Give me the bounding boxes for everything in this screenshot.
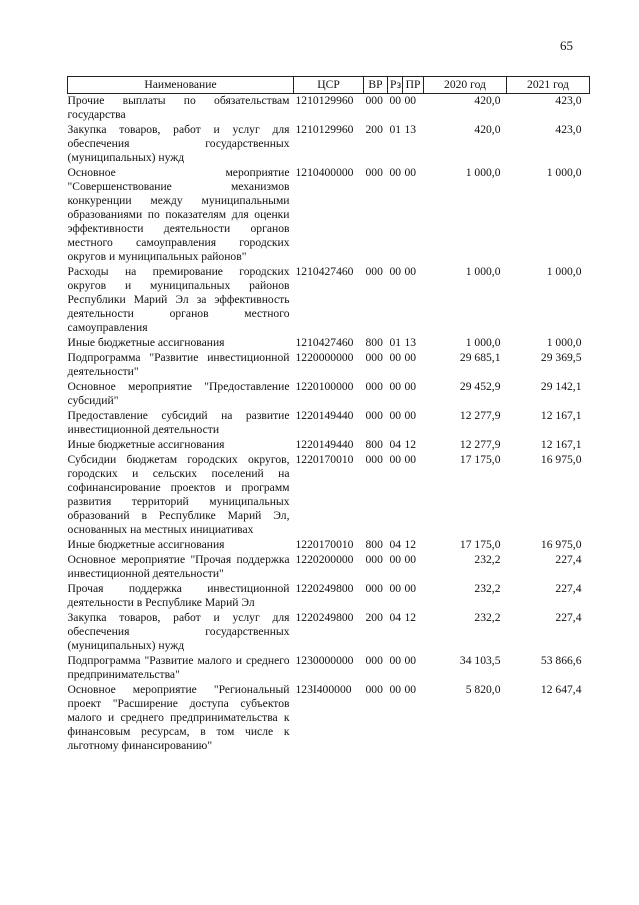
row-amount-2021: 227,4	[555, 553, 582, 566]
row-amount-2021: 12 167,1	[540, 438, 582, 451]
row-rz: 00	[389, 409, 402, 422]
header-2020: 2020 год	[424, 77, 507, 94]
row-vr: 000	[365, 654, 383, 667]
row-csr: 1220170010	[295, 538, 354, 551]
row-amount-2020: 1 000,0	[465, 265, 501, 278]
row-csr: 1210427460	[295, 336, 354, 349]
row-amount-2020: 420,0	[474, 123, 501, 136]
row-pr: 13	[404, 123, 417, 136]
header-csr: ЦСР	[294, 77, 364, 94]
row-pr: 00	[404, 683, 417, 696]
table-row	[68, 409, 590, 438]
table-row	[68, 166, 590, 265]
row-name: Подпрограмма "Развитие инвестиционной деятельности"	[67, 351, 290, 378]
row-amount-2021: 227,4	[555, 611, 582, 624]
row-name: Иные бюджетные ассигнования	[67, 336, 225, 349]
row-rz: 00	[389, 265, 402, 278]
table-row	[68, 611, 590, 654]
row-vr: 000	[365, 265, 383, 278]
row-csr: 1220149440	[295, 409, 354, 422]
row-rz: 00	[389, 453, 402, 466]
row-amount-2020: 29 452,9	[459, 380, 501, 393]
row-csr: 1220170010	[295, 453, 354, 466]
row-amount-2020: 12 277,9	[459, 438, 501, 451]
row-vr: 000	[365, 582, 383, 595]
row-amount-2021: 16 975,0	[540, 538, 582, 551]
row-rz: 00	[389, 94, 402, 107]
row-csr: 123I400000	[295, 683, 352, 696]
row-amount-2021: 29 369,5	[540, 351, 582, 364]
row-csr: 1220249800	[295, 582, 354, 595]
row-pr: 00	[404, 654, 417, 667]
table-row	[68, 351, 590, 380]
row-pr: 00	[404, 265, 417, 278]
row-amount-2020: 1 000,0	[465, 336, 501, 349]
row-vr: 200	[365, 611, 383, 624]
row-pr: 00	[404, 409, 417, 422]
row-name: Иные бюджетные ассигнования	[67, 438, 225, 451]
row-amount-2021: 53 866,6	[540, 654, 582, 667]
row-amount-2020: 232,2	[474, 582, 501, 595]
row-pr: 00	[404, 351, 417, 364]
row-vr: 000	[365, 553, 383, 566]
row-rz: 04	[389, 611, 402, 624]
row-name: Закупка товаров, работ и услуг для обеспечения государственных (муниципальных) нужд	[67, 123, 290, 164]
row-csr: 1230000000	[295, 654, 354, 667]
header-rz: Рз	[388, 77, 403, 94]
row-pr: 13	[404, 336, 417, 349]
row-vr: 800	[365, 538, 383, 551]
row-name: Основное мероприятие "Региональный проект "Расширение доступа субъектов малого и среднего предпринимательства к финансовым ресурсам, в том числе к льготному финансированию"	[67, 683, 290, 752]
row-pr: 12	[404, 438, 417, 451]
table-row	[68, 582, 590, 611]
row-amount-2021: 423,0	[555, 94, 582, 107]
row-amount-2020: 5 820,0	[465, 683, 501, 696]
table-header-row	[68, 77, 590, 94]
row-rz: 00	[389, 166, 402, 179]
row-amount-2020: 34 103,5	[459, 654, 501, 667]
row-name: Предоставление субсидий на развитие инвестиционной деятельности	[67, 409, 290, 436]
row-rz: 00	[389, 654, 402, 667]
table-row	[68, 438, 590, 453]
row-amount-2020: 29 685,1	[459, 351, 501, 364]
row-amount-2021: 1 000,0	[546, 166, 582, 179]
row-vr: 000	[365, 453, 383, 466]
row-pr: 00	[404, 94, 417, 107]
row-pr: 12	[404, 611, 417, 624]
table-row	[68, 683, 590, 754]
row-amount-2020: 232,2	[474, 553, 501, 566]
row-pr: 00	[404, 166, 417, 179]
row-rz: 00	[389, 582, 402, 595]
table-row	[68, 654, 590, 683]
row-amount-2020: 17 175,0	[459, 453, 501, 466]
row-amount-2020: 17 175,0	[459, 538, 501, 551]
row-rz: 01	[389, 336, 402, 349]
row-csr: 1210427460	[295, 265, 354, 278]
row-amount-2021: 423,0	[555, 123, 582, 136]
row-csr: 1220200000	[295, 553, 354, 566]
row-rz: 00	[389, 683, 402, 696]
row-amount-2021: 29 142,1	[540, 380, 582, 393]
row-name: Субсидии бюджетам городских округов, городских и сельских поселений на софинансирование проектов и программ развития территорий муниципальных образований в Республике Марий Эл, основанных на местных инициативах	[67, 453, 290, 536]
row-csr: 1210129960	[295, 123, 354, 136]
row-vr: 000	[365, 166, 383, 179]
page-number: 65	[560, 38, 573, 53]
header-2021: 2021 год	[507, 77, 590, 94]
row-vr: 000	[365, 380, 383, 393]
budget-table	[67, 76, 590, 754]
row-amount-2021: 227,4	[555, 582, 582, 595]
row-vr: 000	[365, 94, 383, 107]
row-pr: 00	[404, 380, 417, 393]
table-row	[68, 123, 590, 166]
row-vr: 000	[365, 683, 383, 696]
row-rz: 00	[389, 553, 402, 566]
row-csr: 1220149440	[295, 438, 354, 451]
row-name: Закупка товаров, работ и услуг для обеспечения государственных (муниципальных) нужд	[67, 611, 290, 652]
table-row	[68, 538, 590, 553]
row-vr: 800	[365, 336, 383, 349]
header-vr: ВР	[364, 77, 388, 94]
row-amount-2020: 232,2	[474, 611, 501, 624]
table-row	[68, 94, 590, 124]
row-vr: 000	[365, 351, 383, 364]
row-csr: 1220249800	[295, 611, 354, 624]
row-rz: 04	[389, 438, 402, 451]
row-pr: 00	[404, 553, 417, 566]
row-vr: 800	[365, 438, 383, 451]
row-amount-2020: 420,0	[474, 94, 501, 107]
table-row	[68, 453, 590, 538]
row-name: Иные бюджетные ассигнования	[67, 538, 225, 551]
row-amount-2021: 12 167,1	[540, 409, 582, 422]
row-amount-2020: 1 000,0	[465, 166, 501, 179]
table-row	[68, 380, 590, 409]
header-name: Наименование	[68, 77, 294, 94]
row-name: Подпрограмма "Развитие малого и среднего предпринимательства"	[67, 654, 290, 681]
row-vr: 000	[365, 409, 383, 422]
row-name: Расходы на премирование городских округов и муниципальных районов Республики Марий Эл за эффективность деятельности органов местного самоуправления	[67, 265, 290, 334]
row-pr: 00	[404, 582, 417, 595]
header-pr: ПР	[403, 77, 424, 94]
row-name: Основное мероприятие "Совершенствование механизмов конкуренции между муниципальными образованиями по показателям для оценки эффективности деятельности органов местного самоуправления городских округов и муниципальных районов"	[67, 166, 290, 263]
row-name: Прочая поддержка инвестиционной деятельности в Республике Марий Эл	[67, 582, 290, 609]
row-csr: 1210129960	[295, 94, 354, 107]
row-vr: 200	[365, 123, 383, 136]
row-csr: 1210400000	[295, 166, 354, 179]
row-rz: 01	[389, 123, 402, 136]
row-name: Основное мероприятие "Предоставление субсидий"	[67, 380, 290, 407]
row-amount-2021: 1 000,0	[546, 336, 582, 349]
row-amount-2021: 16 975,0	[540, 453, 582, 466]
row-name: Прочие выплаты по обязательствам государства	[67, 94, 290, 121]
row-rz: 00	[389, 351, 402, 364]
table-row	[68, 336, 590, 351]
row-amount-2020: 12 277,9	[459, 409, 501, 422]
row-pr: 00	[404, 453, 417, 466]
row-rz: 04	[389, 538, 402, 551]
table-row	[68, 265, 590, 336]
row-csr: 1220100000	[295, 380, 354, 393]
row-amount-2021: 1 000,0	[546, 265, 582, 278]
row-amount-2021: 12 647,4	[540, 683, 582, 696]
row-pr: 12	[404, 538, 417, 551]
row-csr: 1220000000	[295, 351, 354, 364]
row-name: Основное мероприятие "Прочая поддержка инвестиционной деятельности"	[67, 553, 290, 580]
row-rz: 00	[389, 380, 402, 393]
table-row	[68, 553, 590, 582]
